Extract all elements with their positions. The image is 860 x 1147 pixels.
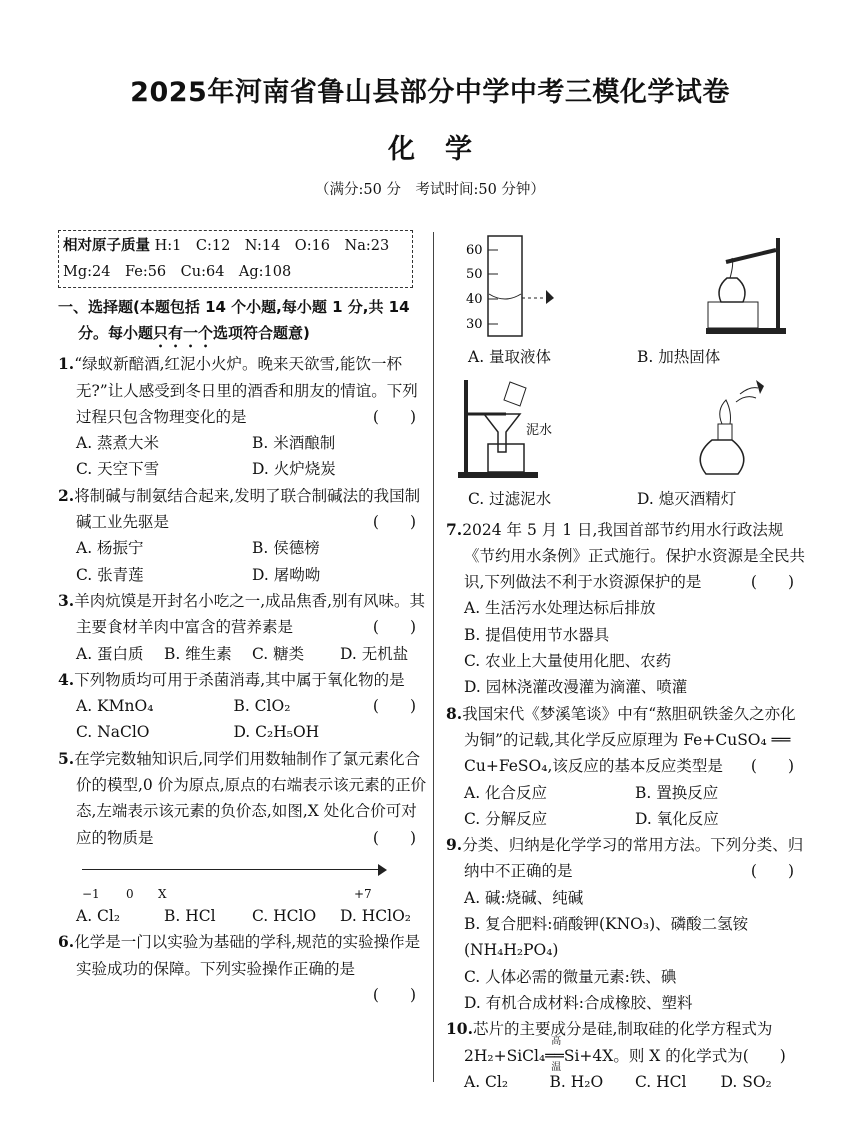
option-c[interactable]: C. 人体必需的微量元素:铁、碘 xyxy=(464,967,677,986)
number-line-arrow xyxy=(378,864,387,876)
question-stem: 羊肉炕馍是开封名小吃之一,成品焦香,别有风味。其主要食材羊肉中富含的营养素是 xyxy=(74,591,426,637)
question-1 xyxy=(58,351,428,430)
experiment-figures-row1 xyxy=(446,232,806,344)
section-heading-line1: 一、选择题(本题包括 14 个小题,每小题 1 分,共 14 xyxy=(58,298,410,316)
question-5-options xyxy=(58,903,428,929)
option-d[interactable]: D. HClO₂ xyxy=(340,906,411,925)
equation-condition: 高温 xyxy=(551,1035,562,1073)
question-7 xyxy=(446,517,806,596)
tick-plus-7: +7 xyxy=(354,886,372,901)
answer-blank[interactable]: ( ) xyxy=(372,618,416,637)
option-d[interactable]: D. 屠呦呦 xyxy=(252,565,321,584)
question-number: 10. xyxy=(446,1019,473,1039)
option-b[interactable]: B. 加热固体 xyxy=(637,348,721,366)
question-stem: 芯片的主要成分是硅,制取硅的化学方程式为 xyxy=(472,1020,773,1039)
question-number: 3. xyxy=(58,590,75,610)
answer-blank[interactable]: ( ) xyxy=(750,757,794,776)
question-2-options xyxy=(58,535,428,588)
question-stem: 分类、归纳是化学学习的常用方法。下列分类、归纳中不正确的是 xyxy=(462,836,804,881)
question-number: 9. xyxy=(446,835,463,855)
atomic-mass-label: 相对原子质量 xyxy=(63,238,150,254)
figure-captions-row1 xyxy=(446,344,806,370)
pouring-beaker-icon xyxy=(504,382,526,406)
scale-50: 50 xyxy=(466,267,483,282)
alcohol-lamp-icon xyxy=(700,440,744,474)
option-c[interactable]: C. 农业上大量使用化肥、农药 xyxy=(464,652,672,671)
option-c[interactable]: C. 分解反应 xyxy=(464,809,548,828)
option-b[interactable]: B. 置换反应 xyxy=(635,783,719,802)
option-b[interactable]: B. H₂O xyxy=(549,1072,604,1091)
answer-blank[interactable]: ( ) xyxy=(750,573,794,592)
option-a[interactable]: A. KMnO₄ xyxy=(76,697,154,716)
option-c[interactable]: C. 糖类 xyxy=(252,644,305,663)
atomic-mass-line2: Mg:24 Fe:56 Cu:64 Ag:108 xyxy=(63,264,292,280)
left-column xyxy=(58,230,428,1008)
option-c[interactable]: C. HCl xyxy=(635,1072,687,1091)
option-d[interactable]: D. 火炉烧炭 xyxy=(252,460,336,479)
option-c[interactable]: C. HClO xyxy=(252,906,317,925)
option-d[interactable]: D. 园林浇灌改漫灌为滴灌、喷灌 xyxy=(464,678,688,697)
question-stem: 将制碱与制氨结合起来,发明了联合制碱法的我国制碱工业先驱是 xyxy=(74,486,421,532)
answer-blank[interactable]: ( ) xyxy=(372,828,416,847)
question-6 xyxy=(58,929,428,982)
tick-minus-1: −1 xyxy=(82,886,100,901)
answer-blank[interactable]: ( ) xyxy=(372,985,416,1004)
answer-blank[interactable]: ( ) xyxy=(372,697,416,716)
question-number: 7. xyxy=(446,519,463,539)
option-c[interactable]: C. 天空下雪 xyxy=(76,460,160,479)
option-a[interactable]: A. 量取液体 xyxy=(468,348,552,366)
question-4-options xyxy=(58,693,391,746)
question-8-options xyxy=(446,780,806,833)
option-b[interactable]: B. 米酒酿制 xyxy=(252,434,336,453)
option-c[interactable]: C. NaClO xyxy=(76,723,150,742)
exam-meta: （满分:50 分 考试时间:50 分钟） xyxy=(315,182,545,198)
question-7-options xyxy=(446,595,806,700)
flame-icon xyxy=(720,400,731,424)
figure-captions-row2 xyxy=(446,486,806,512)
answer-blank[interactable]: ( ) xyxy=(750,862,794,881)
question-stem: 2024 年 5 月 1 日,我国首部节约用水行政法规《节约用水条例》正式施行。保护水资源是全民共识,下列做法不利于水资源保护的是 xyxy=(462,520,806,592)
option-d[interactable]: D. C₂H₅OH xyxy=(233,723,320,742)
option-a[interactable]: A. Cl₂ xyxy=(76,906,121,925)
question-3 xyxy=(58,588,428,641)
atomic-mass-line1: H:1 C:12 N:14 O:16 Na:23 xyxy=(154,238,390,254)
answer-blank[interactable]: ( ) xyxy=(372,513,416,532)
question-number: 1. xyxy=(58,354,75,374)
option-b[interactable]: B. 提倡使用节水器具 xyxy=(464,625,610,644)
option-d[interactable]: D. SO₂ xyxy=(720,1072,772,1091)
option-a[interactable]: A. Cl₂ xyxy=(464,1072,509,1091)
extinguish-lamp-figure xyxy=(636,374,806,482)
question-9-options xyxy=(446,885,806,1016)
question-stem: 我国宋代《梦溪笔谈》中有“熬胆矾铁釜久之亦化为铜”的记载,其化学反应原理为 Fe+CuSO₄ ══ xyxy=(462,704,796,749)
alcohol-lamp-icon xyxy=(719,278,745,302)
option-a[interactable]: A. 碱:烧碱、纯碱 xyxy=(464,888,584,907)
question-1-options xyxy=(58,430,428,483)
answer-blank[interactable]: ( ) xyxy=(372,407,416,426)
question-number: 4. xyxy=(58,669,75,689)
question-stem: “绿蚁新醅酒,红泥小火炉。晚来天欲雪,能饮一杯无?”让人感受到冬日里的酒香和朋友的情谊。下列过程只包含物理变化的是 xyxy=(74,355,418,426)
funnel-icon xyxy=(484,414,520,452)
right-column xyxy=(446,232,806,1095)
filtration-figure xyxy=(446,374,616,482)
question-9 xyxy=(446,832,806,885)
column-divider xyxy=(433,232,434,1082)
scale-40: 40 xyxy=(466,292,483,307)
graduated-cylinder-figure xyxy=(446,232,616,340)
option-b[interactable]: B. HCl xyxy=(164,906,216,925)
question-6-blank-row xyxy=(58,982,428,1008)
option-c[interactable]: C. 过滤泥水 xyxy=(468,490,552,509)
question-8 xyxy=(446,701,806,780)
equation-arrow: 高温 ══ xyxy=(545,1043,564,1069)
equation-right: Si+4X。则 X 的化学式为( ) xyxy=(563,1046,786,1065)
eye-icon xyxy=(546,290,554,304)
option-d[interactable]: D. 无机盐 xyxy=(340,644,409,663)
section-heading-part-c: 选项符合题意) xyxy=(213,324,310,343)
option-a[interactable]: A. 化合反应 xyxy=(464,783,548,802)
option-b[interactable]: B. ClO₂ xyxy=(233,697,291,716)
option-d[interactable]: D. 氧化反应 xyxy=(635,809,719,828)
section-heading-line2 xyxy=(58,324,310,342)
option-b[interactable]: B. 侯德榜 xyxy=(252,539,320,558)
question-stem: 下列物质均可用于杀菌消毒,其中属于氧化物的是 xyxy=(74,670,405,689)
experiment-figures-row2 xyxy=(446,374,806,486)
option-c[interactable]: C. 张青莲 xyxy=(76,565,144,584)
option-a[interactable]: A. 蛋白质 xyxy=(76,644,144,663)
scale-60: 60 xyxy=(466,243,483,258)
option-a[interactable]: A. 蒸煮大米 xyxy=(76,434,160,453)
mud-water-label: 泥水 xyxy=(526,423,553,439)
question-number: 8. xyxy=(446,703,463,723)
question-2 xyxy=(58,483,428,536)
question-stem-cont: Cu+FeSO₄,该反应的基本反应类型是 xyxy=(464,757,723,776)
equation-left: 2H₂+SiCl₄ xyxy=(464,1046,546,1065)
tick-0: 0 xyxy=(126,886,134,901)
question-10 xyxy=(446,1016,806,1042)
section-heading xyxy=(58,294,428,351)
question-number: 2. xyxy=(58,485,75,505)
number-line-axis xyxy=(82,869,382,871)
mouth-icon xyxy=(756,380,764,394)
question-number: 6. xyxy=(58,932,75,952)
question-stem: 化学是一门以实验为基础的学科,规范的实验操作是实验成功的保障。下列实验操作正确的是 xyxy=(74,933,421,978)
question-5 xyxy=(58,746,428,851)
atomic-mass-box xyxy=(58,230,413,288)
tick-x: X xyxy=(158,886,167,901)
section-heading-part-a: 分。每小题 xyxy=(78,324,154,343)
option-b[interactable]: B. 维生素 xyxy=(164,644,232,663)
option-a[interactable]: A. 杨振宁 xyxy=(76,539,144,558)
question-number: 5. xyxy=(58,748,75,768)
question-10-options xyxy=(446,1069,806,1095)
question-3-options xyxy=(58,641,428,667)
scale-30: 30 xyxy=(466,317,483,332)
option-d[interactable]: D. 熄灭酒精灯 xyxy=(637,490,737,509)
subject-title: 化学 xyxy=(388,134,502,165)
heating-solid-figure xyxy=(636,232,806,340)
valence-number-line xyxy=(82,859,402,903)
question-10-equation xyxy=(446,1035,806,1073)
question-stem: 在学完数轴知识后,同学们用数轴制作了氯元素化合价的模型,0 价为原点,原点的右端表示该元素的正价态,左端表示该元素的负价态,如图,X 处化合价可对应的物质是 xyxy=(74,749,427,847)
option-a[interactable]: A. 生活污水处理达标后排放 xyxy=(464,599,656,618)
option-d[interactable]: D. 有机合成材料:合成橡胶、塑料 xyxy=(464,993,693,1012)
section-heading-emphasis: 只有一个 xyxy=(153,324,214,343)
option-b[interactable]: B. 复合肥料:硝酸钾(KNO₃)、磷酸二氢铵(NH₄H₂PO₄) xyxy=(464,915,749,960)
exam-title: 2025年河南省鲁山县部分中学中考三模化学试卷 xyxy=(130,77,730,108)
